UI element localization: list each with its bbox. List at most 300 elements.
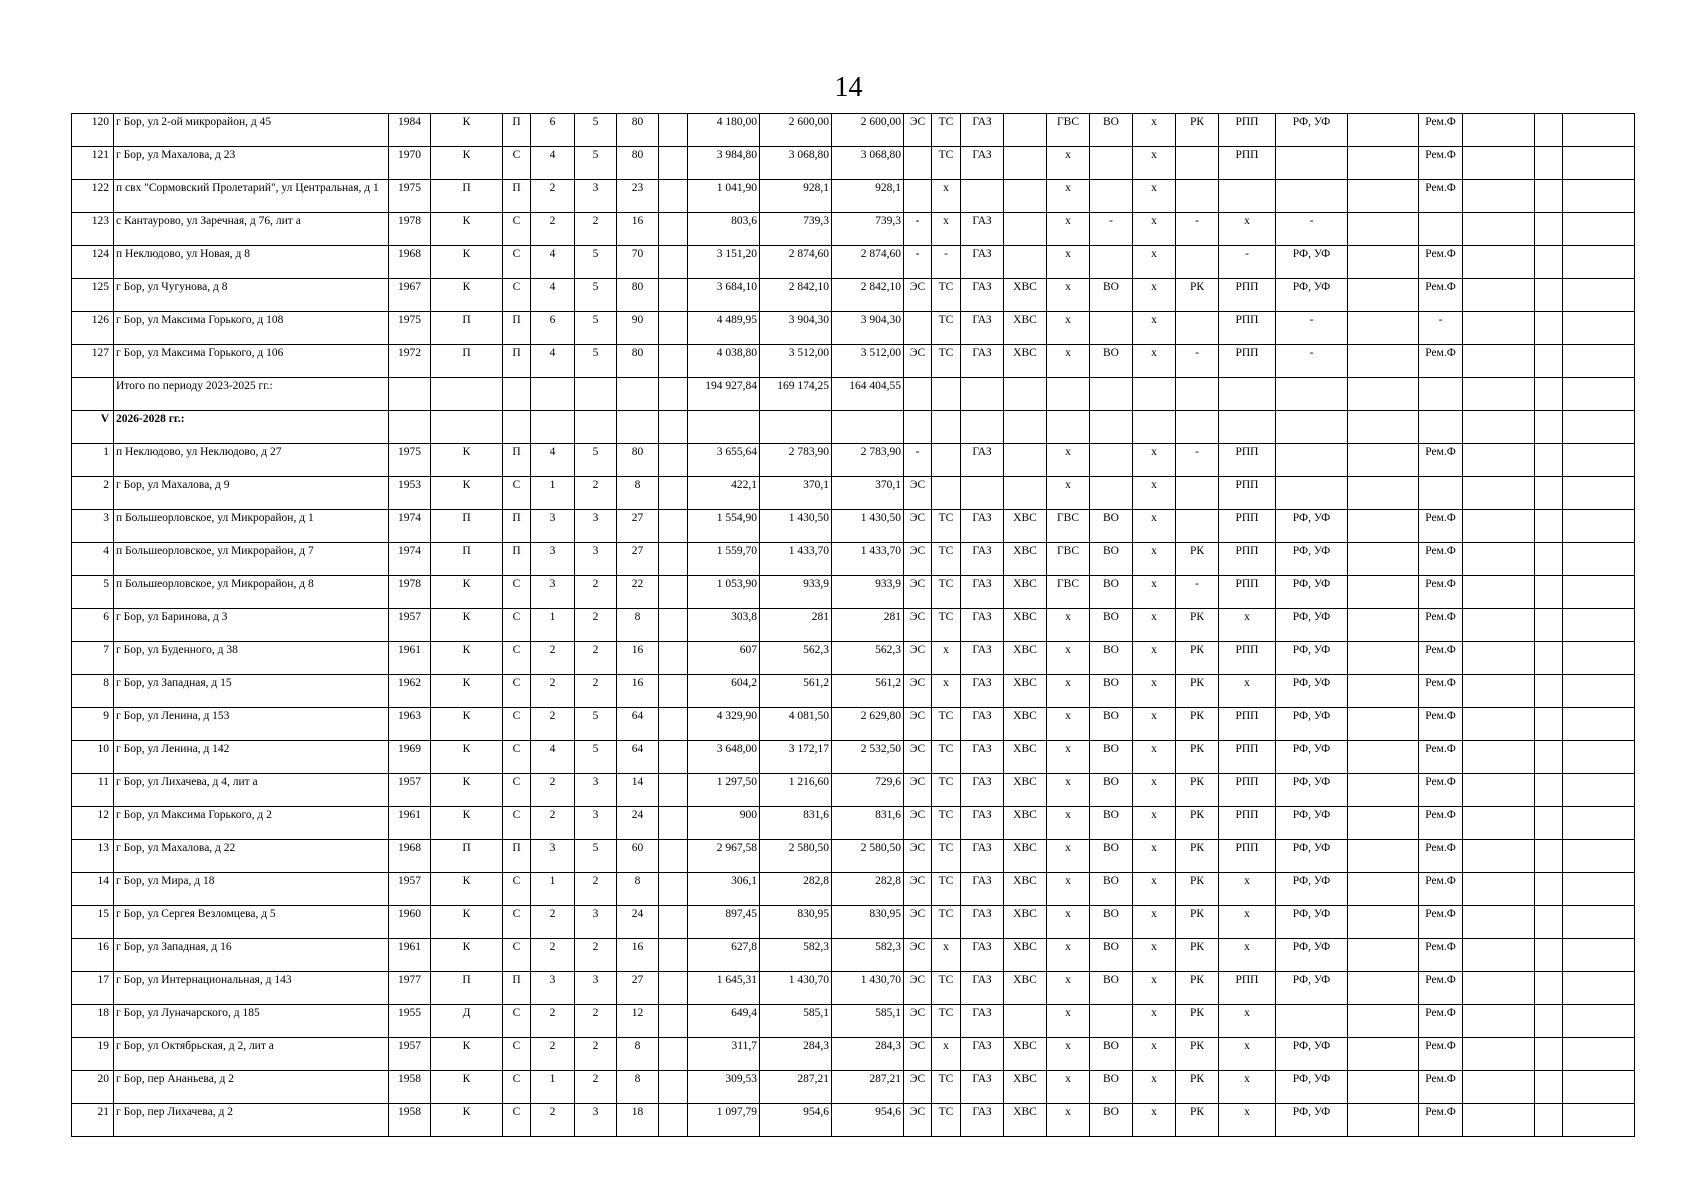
table-cell	[1090, 1005, 1133, 1038]
table-cell: ВО	[1090, 576, 1133, 609]
table-cell: 422,1	[688, 477, 760, 510]
table-cell: С	[503, 477, 531, 510]
table-cell	[1563, 213, 1635, 246]
table-cell	[659, 147, 688, 180]
table-cell	[659, 114, 688, 147]
address-cell: г Бор, ул Мира, д 18	[114, 873, 389, 906]
table-cell: 2	[575, 609, 617, 642]
table-cell: 3 904,30	[760, 312, 832, 345]
table-cell	[1563, 609, 1635, 642]
table-cell: С	[503, 279, 531, 312]
table-cell	[1176, 246, 1219, 279]
table-cell: 8	[617, 1038, 659, 1071]
table-cell: ЭС	[904, 576, 932, 609]
table-cell: х	[1219, 1005, 1276, 1038]
table-cell: 739,3	[760, 213, 832, 246]
table-cell: ГАЗ	[961, 114, 1004, 147]
table-cell: ГАЗ	[961, 840, 1004, 873]
table-cell: х	[1133, 708, 1176, 741]
table-cell: 900	[688, 807, 760, 840]
table-cell: 1957	[389, 774, 431, 807]
table-cell	[1133, 411, 1176, 444]
table-cell: П	[431, 972, 503, 1005]
row-number-cell: 124	[72, 246, 114, 279]
table-cell: х	[932, 675, 961, 708]
table-cell: х	[1133, 279, 1176, 312]
table-cell: 3	[531, 543, 575, 576]
table-row	[72, 180, 1635, 213]
table-cell: 1 554,90	[688, 510, 760, 543]
table-cell: -	[1276, 345, 1348, 378]
table-cell: К	[431, 147, 503, 180]
table-cell: РК	[1176, 807, 1219, 840]
table-cell: 1978	[389, 576, 431, 609]
table-cell: К	[431, 1038, 503, 1071]
table-cell: РПП	[1219, 312, 1276, 345]
table-row	[72, 840, 1635, 873]
table-cell: -	[904, 213, 932, 246]
table-cell	[1535, 378, 1563, 411]
table-cell: ЭС	[904, 1005, 932, 1038]
table-cell: -	[904, 246, 932, 279]
table-cell: ЭС	[904, 807, 932, 840]
table-cell: ГАЗ	[961, 543, 1004, 576]
table-cell: РК	[1176, 609, 1219, 642]
address-cell: г Бор, ул 2-ой микрорайон, д 45	[114, 114, 389, 147]
table-cell: х	[1133, 675, 1176, 708]
table-cell: 3	[531, 576, 575, 609]
table-cell: ЭС	[904, 774, 932, 807]
table-cell: С	[503, 576, 531, 609]
table-cell: 1955	[389, 1005, 431, 1038]
table-cell: 627,8	[688, 939, 760, 972]
table-cell: ХВС	[1004, 609, 1047, 642]
table-cell: ТС	[932, 873, 961, 906]
table-cell: х	[1219, 873, 1276, 906]
table-cell: х	[1047, 873, 1090, 906]
table-cell: 3	[575, 1104, 617, 1137]
table-cell: 4 489,95	[688, 312, 760, 345]
table-cell: 8	[617, 477, 659, 510]
table-cell	[575, 411, 617, 444]
table-cell	[1348, 741, 1419, 774]
table-cell: ЭС	[904, 1038, 932, 1071]
table-cell: х	[1133, 906, 1176, 939]
table-cell: х	[1219, 1071, 1276, 1104]
table-cell: ЭС	[904, 741, 932, 774]
table-row	[72, 345, 1635, 378]
table-cell	[1535, 180, 1563, 213]
table-row	[72, 213, 1635, 246]
table-cell: ТС	[932, 114, 961, 147]
table-cell: 287,21	[832, 1071, 904, 1104]
table-cell: С	[503, 741, 531, 774]
table-cell	[659, 972, 688, 1005]
table-cell: -	[932, 246, 961, 279]
table-cell	[1348, 576, 1419, 609]
table-cell: ГАЗ	[961, 906, 1004, 939]
table-cell	[1463, 213, 1535, 246]
table-cell: 1 430,70	[760, 972, 832, 1005]
table-cell: 5	[575, 246, 617, 279]
table-cell	[1004, 1005, 1047, 1038]
table-cell: РФ, УФ	[1276, 246, 1348, 279]
row-number-cell: 5	[72, 576, 114, 609]
table-cell	[1004, 147, 1047, 180]
table-cell	[659, 312, 688, 345]
table-cell: 562,3	[760, 642, 832, 675]
table-cell	[659, 1071, 688, 1104]
table-cell: ЭС	[904, 708, 932, 741]
table-cell: х	[1133, 609, 1176, 642]
table-cell	[1563, 345, 1635, 378]
table-cell: 14	[617, 774, 659, 807]
table-cell: С	[503, 906, 531, 939]
table-cell: 4	[531, 246, 575, 279]
table-cell	[1004, 246, 1047, 279]
table-cell: ХВС	[1004, 312, 1047, 345]
table-row	[72, 774, 1635, 807]
table-cell	[1348, 609, 1419, 642]
table-cell	[1276, 477, 1348, 510]
table-cell	[531, 378, 575, 411]
table-cell: 1957	[389, 1038, 431, 1071]
table-cell: К	[431, 213, 503, 246]
table-cell: 954,6	[832, 1104, 904, 1137]
table-cell	[1348, 840, 1419, 873]
table-cell: ХВС	[1004, 774, 1047, 807]
table-cell	[1463, 1104, 1535, 1137]
table-cell	[1535, 279, 1563, 312]
table-cell: х	[1133, 873, 1176, 906]
table-cell: 2	[531, 774, 575, 807]
table-cell: 284,3	[832, 1038, 904, 1071]
table-cell	[659, 741, 688, 774]
table-cell	[904, 378, 932, 411]
row-number-cell: 126	[72, 312, 114, 345]
row-number-cell: 14	[72, 873, 114, 906]
table-cell: К	[431, 246, 503, 279]
table-cell	[1535, 840, 1563, 873]
table-cell: х	[1219, 213, 1276, 246]
table-cell	[1348, 345, 1419, 378]
table-cell: 2	[575, 939, 617, 972]
table-cell: 1 053,90	[688, 576, 760, 609]
address-cell: г Бор, ул Лихачева, д 4, лит а	[114, 774, 389, 807]
row-number-cell: 121	[72, 147, 114, 180]
table-cell: П	[503, 543, 531, 576]
table-cell: К	[431, 609, 503, 642]
table-cell: ВО	[1090, 510, 1133, 543]
table-cell: ХВС	[1004, 807, 1047, 840]
table-cell: 830,95	[832, 906, 904, 939]
table-cell: х	[1133, 312, 1176, 345]
table-cell: х	[1219, 939, 1276, 972]
table-cell	[659, 609, 688, 642]
table-cell: 1 645,31	[688, 972, 760, 1005]
table-cell: ГАЗ	[961, 1071, 1004, 1104]
table-cell: Рем.Ф	[1419, 708, 1463, 741]
table-cell: РФ, УФ	[1276, 510, 1348, 543]
table-cell: 1 433,70	[832, 543, 904, 576]
table-cell: 1 297,50	[688, 774, 760, 807]
table-cell	[1419, 477, 1463, 510]
table-cell: -	[1090, 213, 1133, 246]
table-cell: С	[503, 1005, 531, 1038]
table-cell: РФ, УФ	[1276, 906, 1348, 939]
table-cell: С	[503, 807, 531, 840]
address-cell: г Бор, ул Махалова, д 23	[114, 147, 389, 180]
table-cell: 3 068,80	[760, 147, 832, 180]
table-cell: 1967	[389, 279, 431, 312]
table-cell: х	[1133, 180, 1176, 213]
table-cell: 1 430,50	[760, 510, 832, 543]
table-cell: 2	[575, 576, 617, 609]
table-cell: 8	[617, 609, 659, 642]
table-cell: х	[1047, 675, 1090, 708]
table-cell	[431, 411, 503, 444]
row-number-cell: 18	[72, 1005, 114, 1038]
table-cell	[1004, 411, 1047, 444]
address-cell: п Большеорловское, ул Микрорайон, д 1	[114, 510, 389, 543]
table-cell	[1563, 1038, 1635, 1071]
table-cell: 80	[617, 345, 659, 378]
table-cell: 16	[617, 675, 659, 708]
table-cell: РК	[1176, 741, 1219, 774]
table-cell: РФ, УФ	[1276, 279, 1348, 312]
table-cell: РФ, УФ	[1276, 708, 1348, 741]
table-cell: 306,1	[688, 873, 760, 906]
table-cell: РПП	[1219, 543, 1276, 576]
table-cell: 284,3	[760, 1038, 832, 1071]
table-cell: 831,6	[760, 807, 832, 840]
table-cell: ЭС	[904, 1104, 932, 1137]
table-cell: х	[1047, 906, 1090, 939]
table-cell: Рем.Ф	[1419, 147, 1463, 180]
table-cell: 585,1	[832, 1005, 904, 1038]
table-cell: К	[431, 114, 503, 147]
table-cell: 8	[617, 873, 659, 906]
table-cell: 164 404,55	[832, 378, 904, 411]
table-cell: 2	[531, 708, 575, 741]
table-cell	[1176, 312, 1219, 345]
table-cell: РПП	[1219, 972, 1276, 1005]
table-cell	[1463, 609, 1535, 642]
table-cell: 5	[575, 840, 617, 873]
row-number-cell	[72, 378, 114, 411]
table-cell	[659, 675, 688, 708]
table-cell: Рем.Ф	[1419, 345, 1463, 378]
table-cell	[1463, 444, 1535, 477]
table-cell	[1535, 576, 1563, 609]
table-cell	[659, 807, 688, 840]
table-cell: 3 648,00	[688, 741, 760, 774]
table-cell	[1463, 576, 1535, 609]
address-cell: г Бор, ул Баринова, д 3	[114, 609, 389, 642]
address-cell: г Бор, ул Максима Горького, д 2	[114, 807, 389, 840]
table-cell: 4	[531, 279, 575, 312]
table-cell: 2	[575, 1038, 617, 1071]
table-cell: РК	[1176, 1038, 1219, 1071]
table-cell	[1133, 378, 1176, 411]
table-cell: х	[1133, 246, 1176, 279]
row-number-cell: 17	[72, 972, 114, 1005]
table-cell	[1563, 873, 1635, 906]
table-cell: х	[1219, 906, 1276, 939]
table-cell: РПП	[1219, 147, 1276, 180]
table-cell: 5	[575, 312, 617, 345]
row-number-cell: 10	[72, 741, 114, 774]
table-cell: РК	[1176, 1104, 1219, 1137]
table-cell	[1563, 246, 1635, 279]
table-cell	[1463, 972, 1535, 1005]
table-cell: К	[431, 708, 503, 741]
table-cell: ТС	[932, 774, 961, 807]
table-cell: ГАЗ	[961, 147, 1004, 180]
table-cell: х	[932, 642, 961, 675]
table-cell: ГАЗ	[961, 741, 1004, 774]
table-cell: 2	[575, 642, 617, 675]
table-cell: 582,3	[832, 939, 904, 972]
table-cell: 585,1	[760, 1005, 832, 1038]
table-cell: ЭС	[904, 939, 932, 972]
table-cell	[1563, 1104, 1635, 1137]
table-cell	[1463, 939, 1535, 972]
row-number-cell: V	[72, 411, 114, 444]
table-cell	[1090, 180, 1133, 213]
table-cell: 2	[575, 1071, 617, 1104]
table-cell: 4	[531, 741, 575, 774]
table-cell: 60	[617, 840, 659, 873]
table-cell	[1463, 345, 1535, 378]
table-cell: 1957	[389, 873, 431, 906]
table-cell: РПП	[1219, 345, 1276, 378]
table-cell: х	[1133, 576, 1176, 609]
table-cell: х	[932, 180, 961, 213]
table-cell: РПП	[1219, 741, 1276, 774]
table-cell: х	[1047, 147, 1090, 180]
table-cell	[1090, 378, 1133, 411]
table-cell: 3	[575, 774, 617, 807]
table-cell: ГВС	[1047, 543, 1090, 576]
table-cell: ЭС	[904, 840, 932, 873]
table-cell: ВО	[1090, 543, 1133, 576]
table-cell: ХВС	[1004, 675, 1047, 708]
table-row	[72, 807, 1635, 840]
section-header-row	[72, 411, 1635, 444]
table-cell	[1348, 807, 1419, 840]
table-cell	[1419, 411, 1463, 444]
table-cell	[932, 378, 961, 411]
table-cell: -	[1176, 576, 1219, 609]
table-cell: х	[1219, 1104, 1276, 1137]
table-cell: РФ, УФ	[1276, 114, 1348, 147]
table-cell: РК	[1176, 543, 1219, 576]
table-cell: х	[1219, 1038, 1276, 1071]
table-cell: 4	[531, 147, 575, 180]
table-cell: х	[1047, 741, 1090, 774]
table-cell	[1348, 1071, 1419, 1104]
table-cell: 582,3	[760, 939, 832, 972]
table-cell	[1219, 411, 1276, 444]
table-cell	[1348, 312, 1419, 345]
table-cell: 607	[688, 642, 760, 675]
table-cell	[904, 411, 932, 444]
table-row	[72, 609, 1635, 642]
table-cell: х	[1219, 675, 1276, 708]
table-cell: х	[1133, 1005, 1176, 1038]
table-cell: П	[503, 510, 531, 543]
table-cell	[659, 213, 688, 246]
table-cell: Рем.Ф	[1419, 510, 1463, 543]
table-cell: х	[1133, 1038, 1176, 1071]
table-cell: Д	[431, 1005, 503, 1038]
table-cell	[1004, 213, 1047, 246]
table-cell: 1	[531, 1071, 575, 1104]
table-cell: 24	[617, 906, 659, 939]
table-cell: ТС	[932, 972, 961, 1005]
table-cell: Рем.Ф	[1419, 114, 1463, 147]
table-cell: 2	[575, 1005, 617, 1038]
table-cell: 1	[531, 873, 575, 906]
table-cell: П	[431, 180, 503, 213]
table-cell: 2 629,80	[832, 708, 904, 741]
table-cell: -	[1219, 246, 1276, 279]
address-cell: 2026-2028 гг.:	[114, 411, 389, 444]
table-cell: 64	[617, 741, 659, 774]
table-cell: Рем.Ф	[1419, 807, 1463, 840]
address-cell: г Бор, ул Махалова, д 9	[114, 477, 389, 510]
table-cell: х	[1219, 609, 1276, 642]
table-cell: П	[503, 972, 531, 1005]
table-cell: 3 684,10	[688, 279, 760, 312]
table-cell: ЭС	[904, 873, 932, 906]
table-cell: Рем.Ф	[1419, 741, 1463, 774]
table-cell: РПП	[1219, 114, 1276, 147]
table-cell	[1535, 444, 1563, 477]
table-cell: 1953	[389, 477, 431, 510]
address-cell: п Неклюдово, ул Неклюдово, д 27	[114, 444, 389, 477]
table-cell: РФ, УФ	[1276, 1038, 1348, 1071]
table-cell: х	[1047, 774, 1090, 807]
table-cell	[503, 378, 531, 411]
table-cell: х	[1047, 345, 1090, 378]
table-cell	[1535, 972, 1563, 1005]
table-cell: 3	[575, 807, 617, 840]
table-cell: 2	[531, 642, 575, 675]
table-cell	[1535, 939, 1563, 972]
table-cell: х	[1047, 1071, 1090, 1104]
table-cell: 4 038,80	[688, 345, 760, 378]
table-cell: П	[503, 840, 531, 873]
table-cell	[1535, 1104, 1563, 1137]
table-cell: ЭС	[904, 642, 932, 675]
table-cell: 4	[531, 444, 575, 477]
table-cell: 3 512,00	[832, 345, 904, 378]
table-cell: 2 783,90	[760, 444, 832, 477]
table-cell	[1563, 180, 1635, 213]
table-cell: 2	[531, 1104, 575, 1137]
table-cell: 928,1	[832, 180, 904, 213]
table-cell: 8	[617, 1071, 659, 1104]
table-cell: ВО	[1090, 609, 1133, 642]
table-cell	[1535, 1005, 1563, 1038]
table-cell: 3	[531, 840, 575, 873]
table-cell: Рем.Ф	[1419, 246, 1463, 279]
table-cell	[659, 873, 688, 906]
table-cell: 6	[531, 114, 575, 147]
table-cell: х	[1047, 840, 1090, 873]
